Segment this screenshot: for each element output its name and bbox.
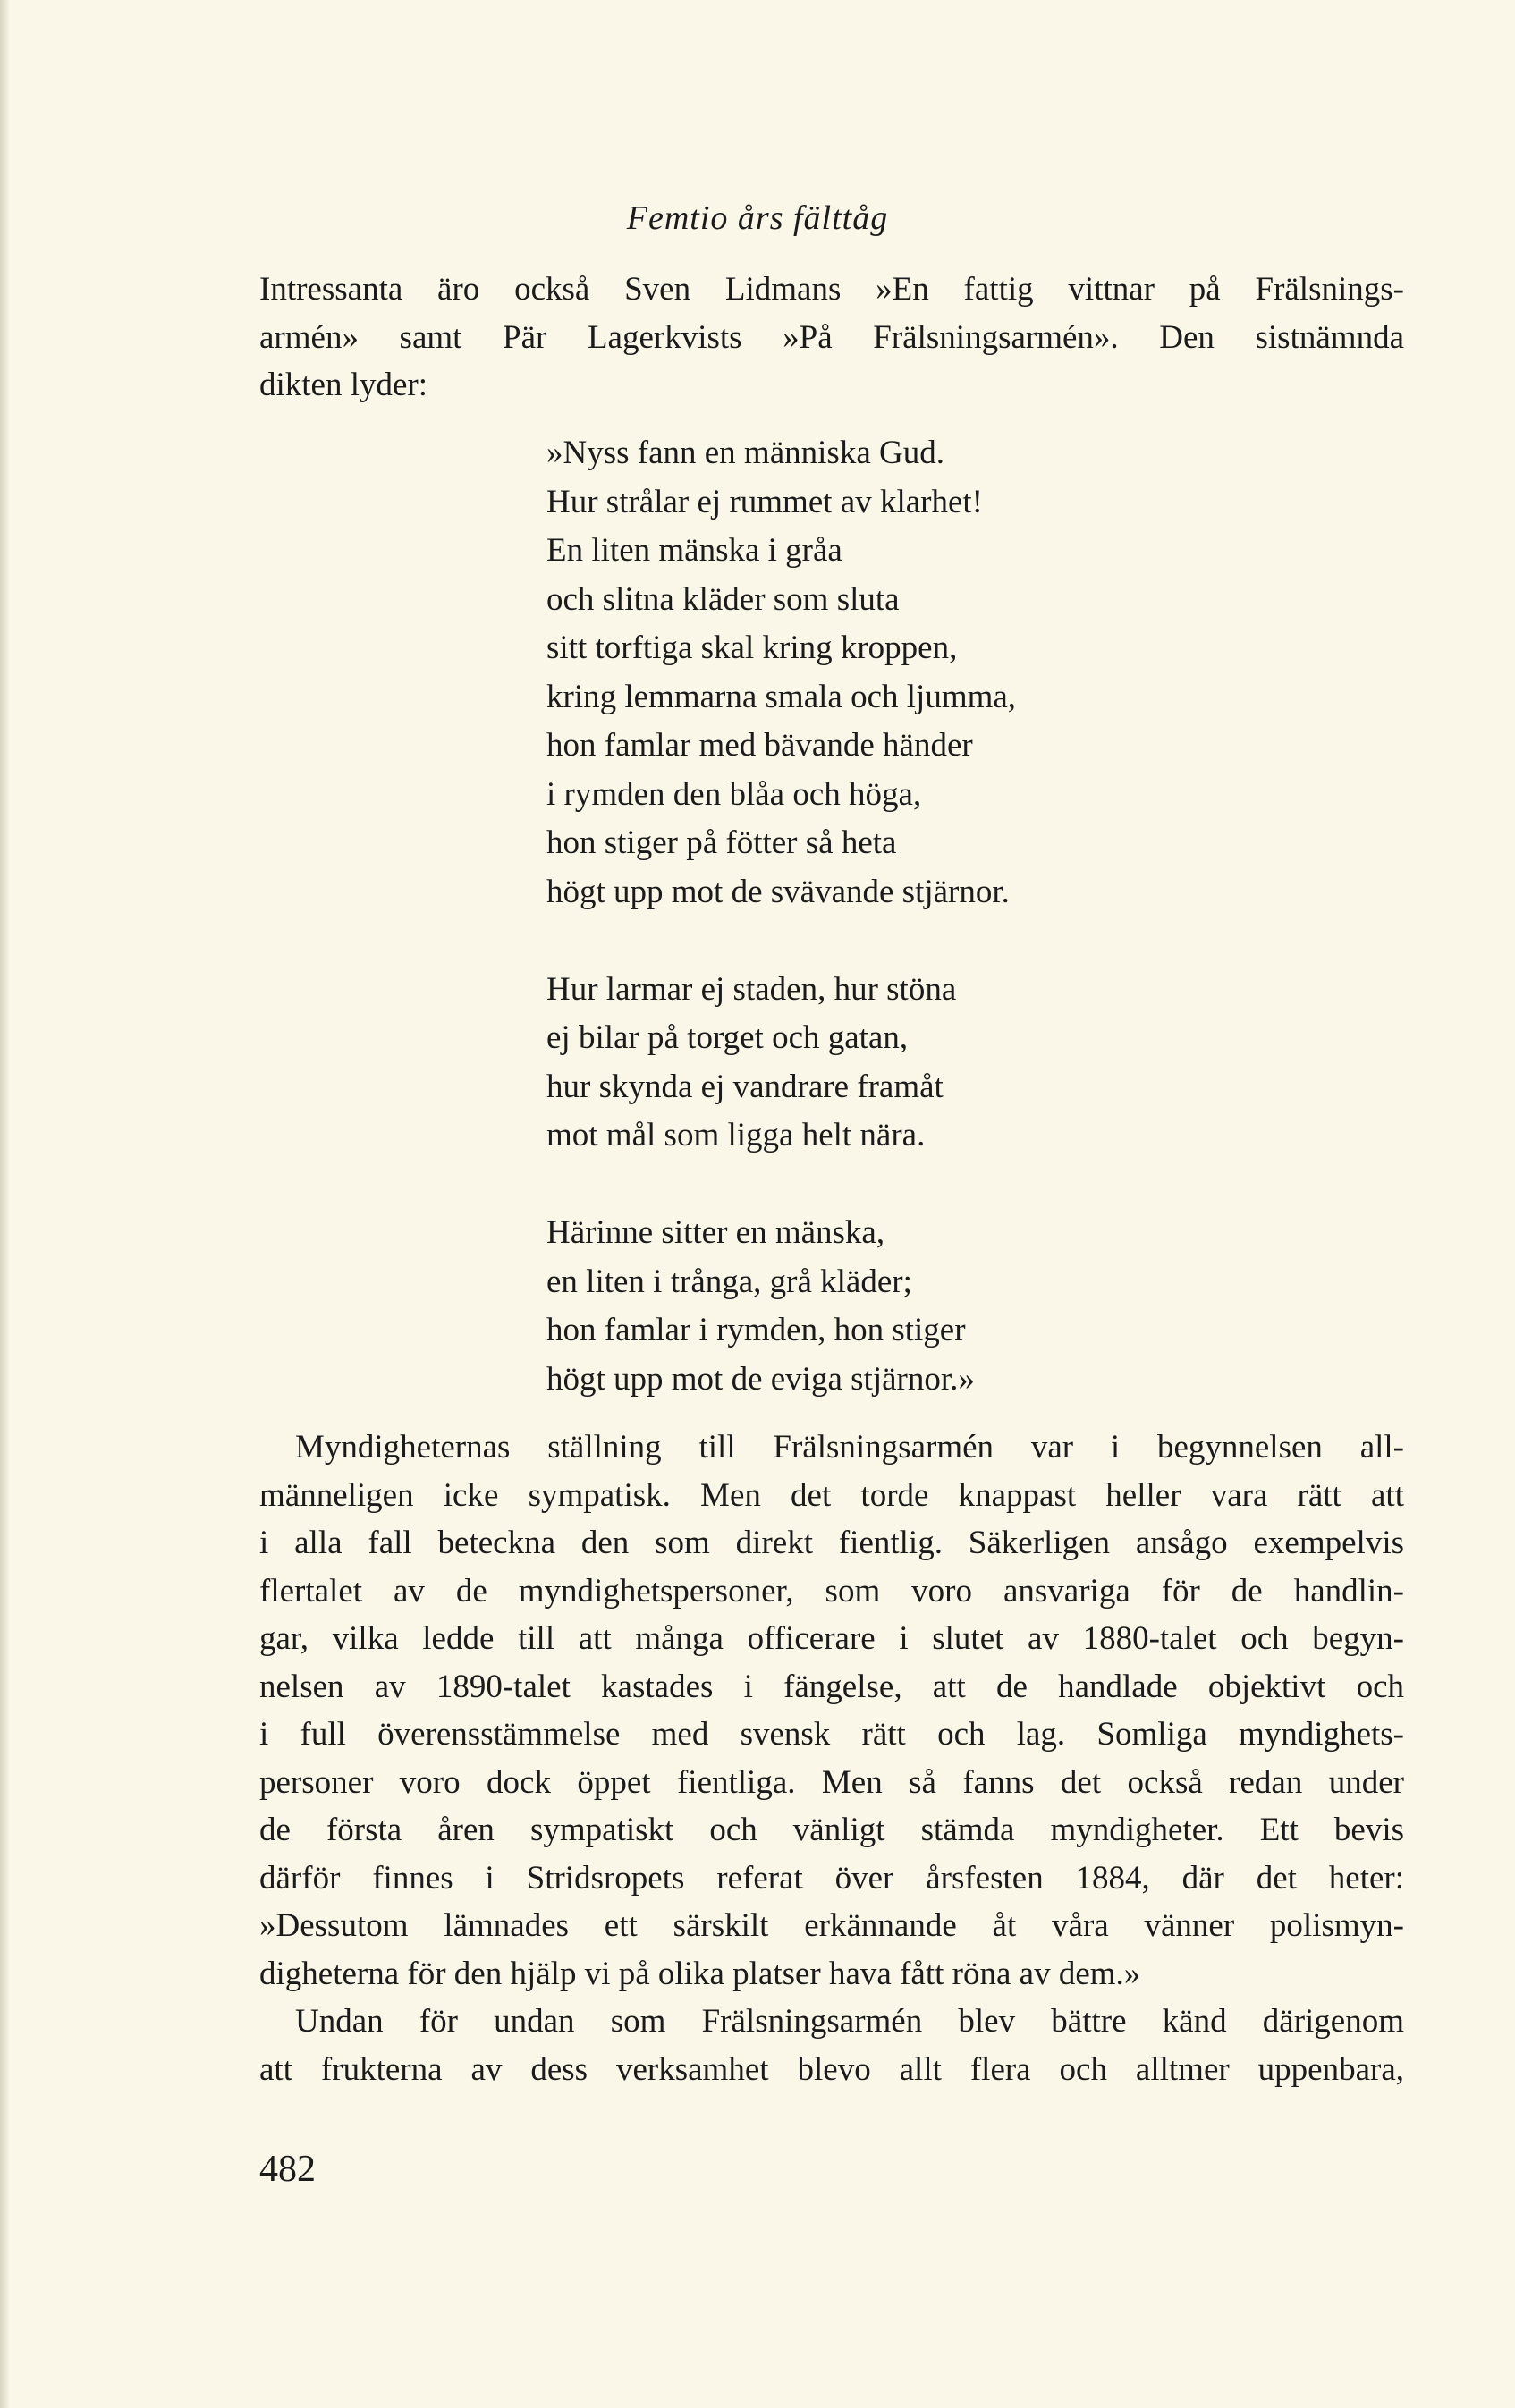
intro-paragraph — [259, 266, 1404, 410]
intro-line: armén» samt Pär Lagerkvists »På Frälsningsarmén». Den sistnämnda — [259, 318, 1404, 356]
poem-verse: hon famlar i rymden, hon stiger — [546, 1312, 966, 1348]
poem-verse: »Nyss fann en människa Gud. — [546, 435, 944, 471]
poem-verse: hon famlar med bävande händer — [546, 727, 973, 764]
intro-line: dikten lyder: — [259, 367, 428, 403]
body-line: i alla fall beteckna den som direkt fientlig. Säkerligen ansågo exempelvis — [259, 1525, 1404, 1561]
body-line: Myndigheternas ställning till Frälsningsarmén var i begynnelsen all- — [295, 1429, 1404, 1466]
body-line: Undan för undan som Frälsningsarmén blev bättre känd därigenom — [295, 2003, 1404, 2040]
body-paragraphs — [259, 1424, 1404, 2093]
running-head: Femtio års fälttåg — [626, 199, 889, 237]
poem-stanza — [546, 429, 1016, 917]
poem-verse: i rymden den blåa och höga, — [546, 775, 922, 813]
poem-verse: mot mål som ligga helt nära. — [546, 1117, 926, 1153]
body-line: digheterna för den hjälp vi på olika platser hava fått röna av dem.» — [259, 1955, 1141, 1992]
poem-verse: högt upp mot de svävande stjärnor. — [546, 873, 1010, 910]
body-line: därför finnes i Stridsropets referat över årsfesten 1884, där det heter: — [259, 1859, 1404, 1897]
poem — [546, 429, 1016, 1453]
poem-stanza — [546, 966, 1016, 1161]
poem-verse: hon stiger på fötter så heta — [546, 824, 897, 861]
poem-verse: och slitna kläder som sluta — [546, 580, 900, 618]
body-line: i full överensstämmelse med svensk rätt och lag. Somliga myndighets- — [259, 1716, 1404, 1753]
poem-stanza — [546, 1209, 1016, 1404]
poem-verse: Härinne sitter en mänska, — [546, 1214, 885, 1251]
intro-line: Intressanta äro också Sven Lidmans »En fattig vittnar på Frälsnings- — [259, 271, 1404, 308]
body-line: »Dessutom lämnades ett särskilt erkännande åt våra vänner polismyn- — [259, 1907, 1404, 1944]
poem-verse: Hur larmar ej staden, hur stöna — [546, 970, 957, 1008]
body-line: de första åren sympatiskt och vänligt stämda myndigheter. Ett bevis — [259, 1812, 1404, 1848]
body-line: att frukterna av dess verksamhet blevo allt flera och alltmer uppenbara, — [259, 2050, 1404, 2088]
poem-verse: kring lemmarna smala och ljumma, — [546, 678, 1017, 715]
body-line: gar, vilka ledde till att många officerare i slutet av 1880-talet och begyn- — [259, 1620, 1404, 1657]
poem-verse: En liten mänska i gråa — [546, 532, 842, 569]
body-line: nelsen av 1890-talet kastades i fängelse, att de handlade objektivt och — [259, 1668, 1404, 1705]
poem-verse: högt upp mot de eviga stjärnor.» — [546, 1360, 975, 1398]
body-line: flertalet av de myndighetspersoner, som voro ansvariga för de handlin- — [259, 1572, 1404, 1610]
body-line: männeligen icke sympatisk. Men det torde knappast heller vara rätt att — [259, 1476, 1404, 1514]
poem-verse: Hur strålar ej rummet av klarhet! — [546, 483, 983, 520]
poem-verse: en liten i trånga, grå kläder; — [546, 1263, 912, 1300]
poem-verse: sitt torftiga skal kring kroppen, — [546, 629, 958, 666]
page-edge-shadow — [0, 0, 9, 2408]
body-line: personer voro dock öppet fientliga. Men så fanns det också redan under — [259, 1763, 1404, 1801]
poem-verse: ej bilar på torget och gatan, — [546, 1019, 909, 1056]
poem-verse: hur skynda ej vandrare framåt — [546, 1068, 944, 1105]
page-number: 482 — [259, 2149, 316, 2190]
